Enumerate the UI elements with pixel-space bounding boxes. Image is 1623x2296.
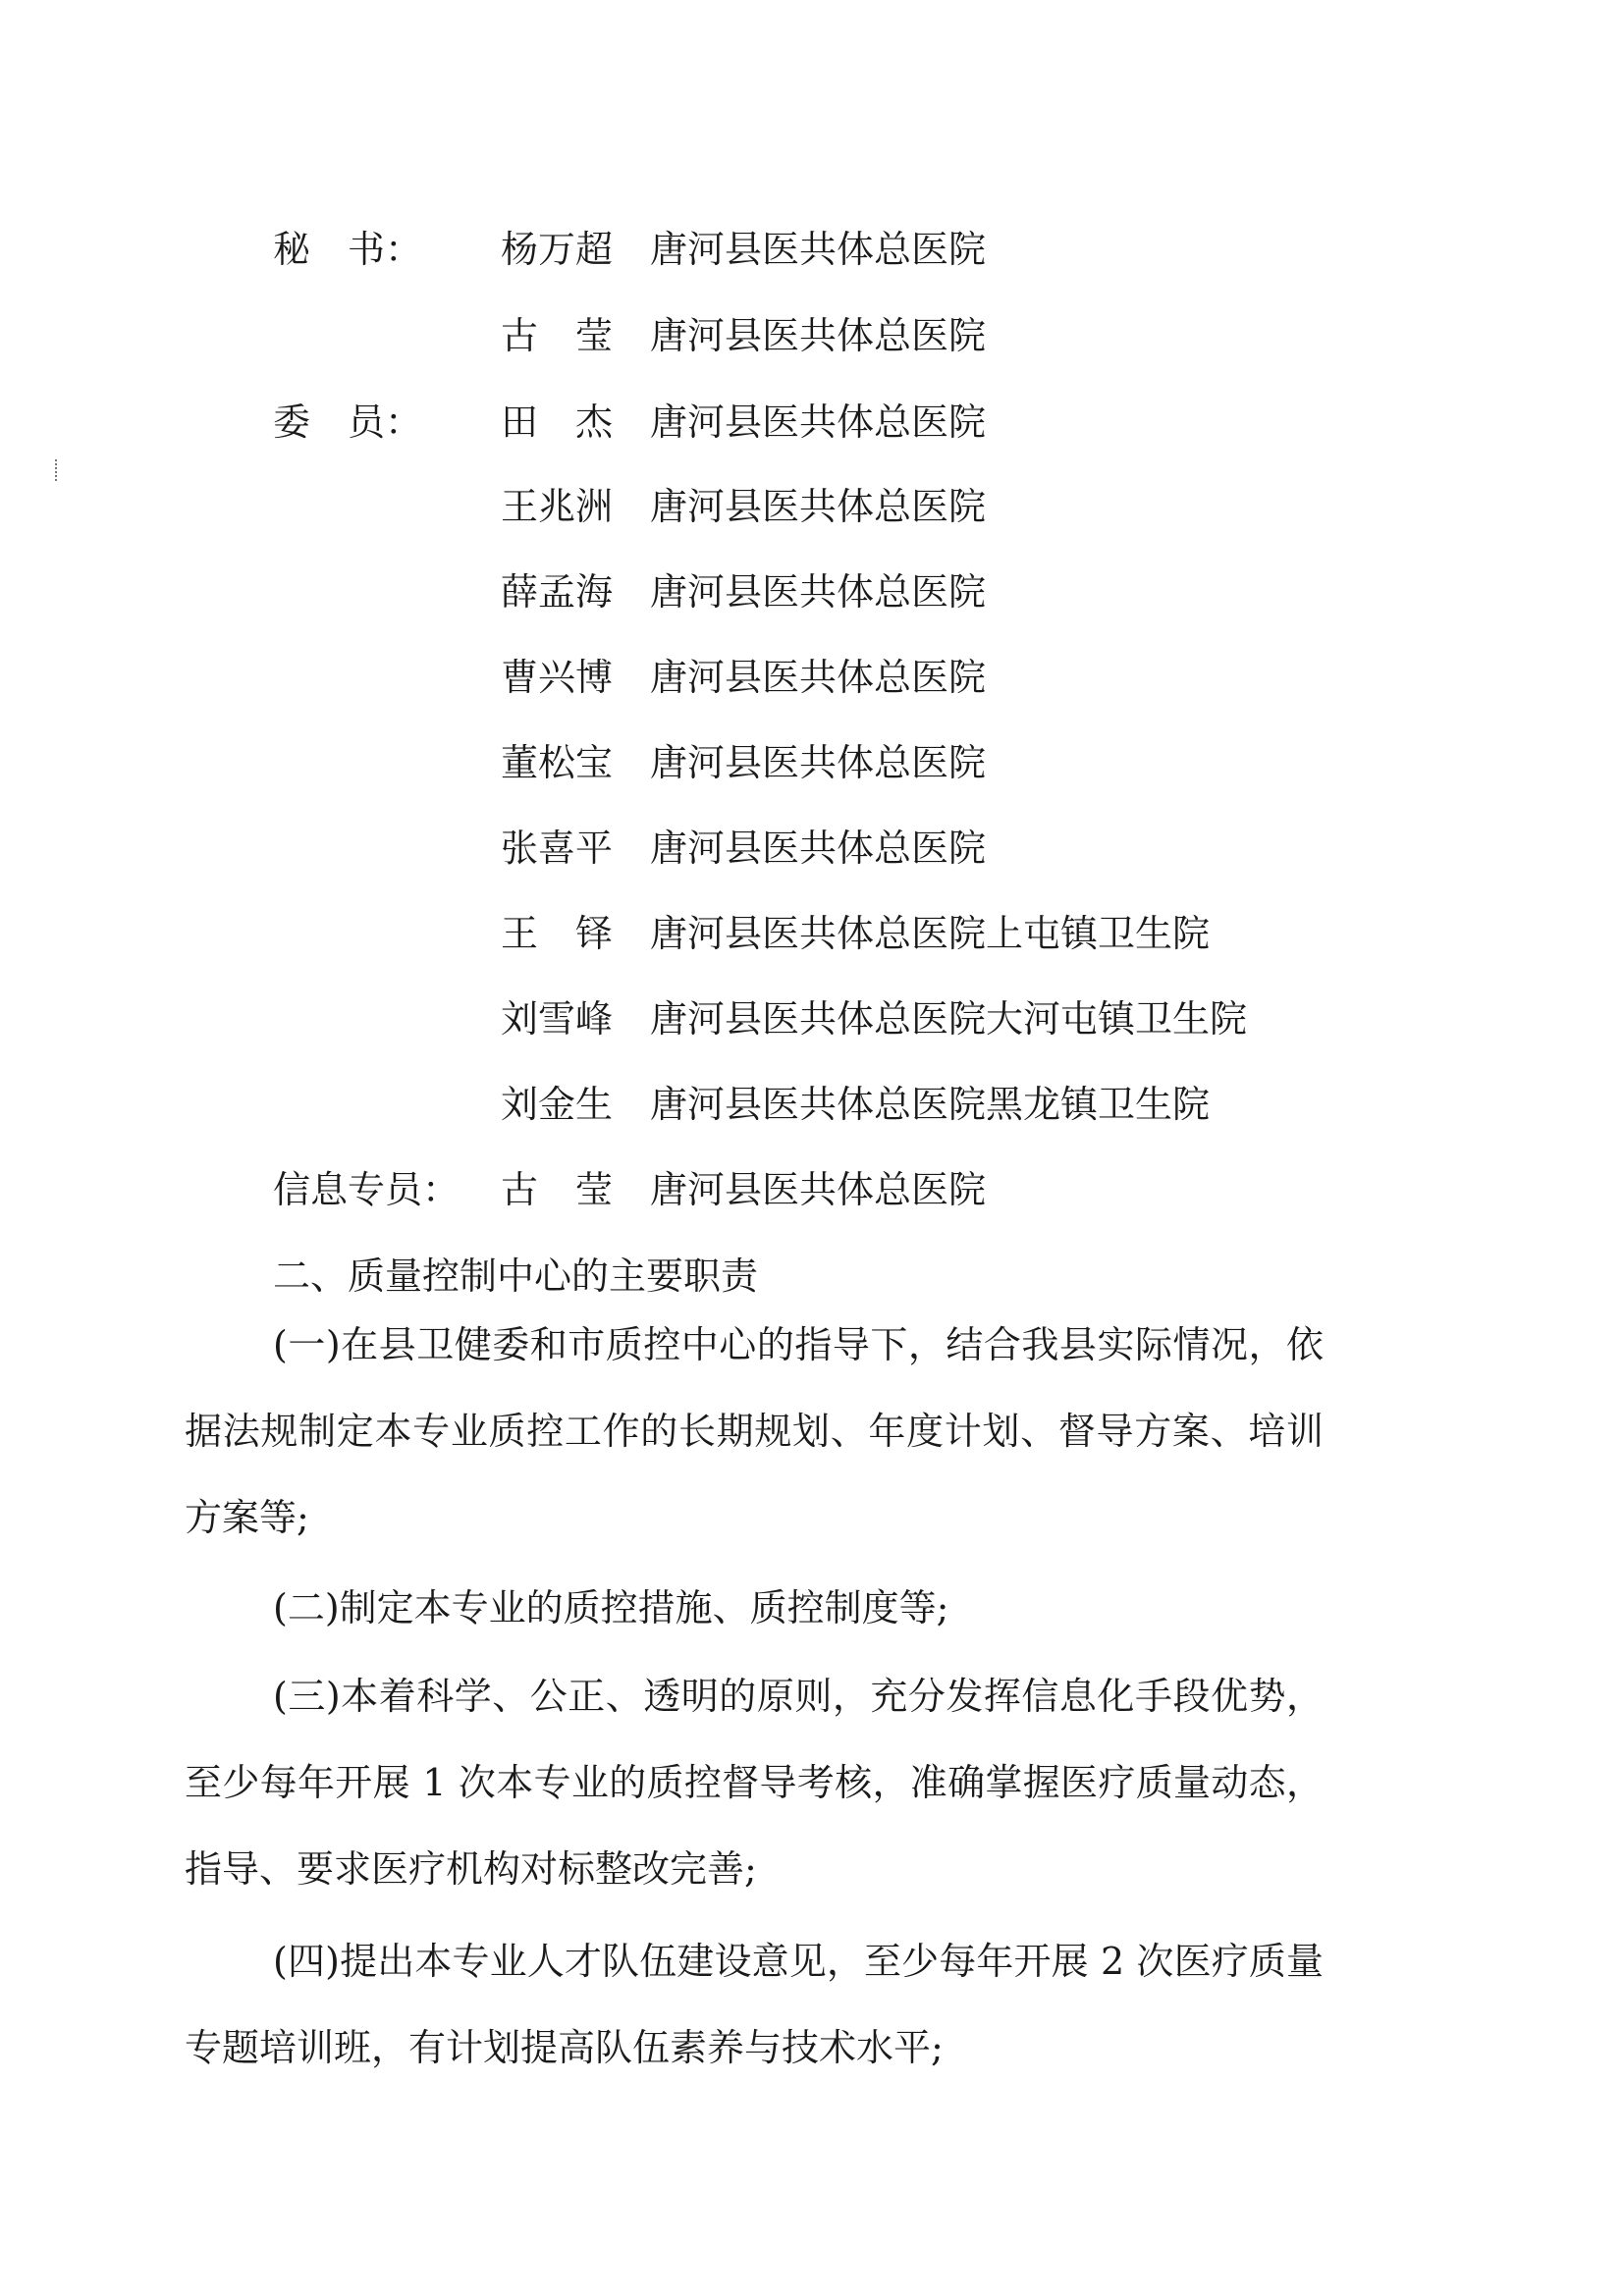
roster-role: 信息专员：: [273, 1168, 460, 1211]
scan-margin-mark: [55, 459, 60, 481]
roster-name: 刘金生: [501, 1083, 614, 1126]
roster-org: 唐河县医共体总医院: [650, 1168, 987, 1211]
roster-org: 唐河县医共体总医院: [650, 228, 987, 271]
roster-org: 唐河县医共体总医院: [650, 827, 987, 870]
roster-org: 唐河县医共体总医院: [650, 570, 987, 614]
roster-org: 唐河县医共体总医院: [650, 741, 987, 784]
roster-org: 唐河县医共体总医院: [650, 314, 987, 357]
roster-name: 古 莹: [501, 1168, 614, 1211]
duty-paragraph: (二)制定本专业的质控措施、质控制度等;: [273, 1586, 949, 1629]
duty-paragraph: (四)提出本专业人才队伍建设意见，至少每年开展 2 次医疗质量专题培训班，有计划提高队伍素养与技术水平;: [185, 1940, 1324, 2069]
roster-org: 唐河县医共体总医院大河屯镇卫生院: [650, 997, 1248, 1041]
roster-role: 秘 书：: [273, 228, 423, 271]
roster-org: 唐河县医共体总医院: [650, 485, 987, 528]
roster-name: 田 杰: [501, 400, 614, 444]
roster-org: 唐河县医共体总医院黑龙镇卫生院: [650, 1083, 1211, 1126]
roster-name: 曹兴博: [501, 656, 614, 699]
duty-paragraph: (三)本着科学、公正、透明的原则，充分发挥信息化手段优势，至少每年开展 1 次本专业的质控督导考核，准确掌握医疗质量动态，指导、要求医疗机构对标整改完善;: [185, 1675, 1324, 1891]
roster-name: 薛孟海: [501, 570, 614, 614]
roster-name: 王 铎: [501, 912, 614, 955]
roster-role: 委 员：: [273, 400, 423, 444]
roster-name: 古 莹: [501, 314, 614, 357]
section-heading: 二、质量控制中心的主要职责: [273, 1255, 759, 1298]
duty-paragraph: (一)在县卫健委和市质控中心的指导下，结合我县实际情况，依据法规制定本专业质控工作的长期规划、年度计划、督导方案、培训方案等;: [185, 1323, 1324, 1539]
roster-org: 唐河县医共体总医院上屯镇卫生院: [650, 912, 1211, 955]
roster-name: 董松宝: [501, 741, 614, 784]
roster-org: 唐河县医共体总医院: [650, 400, 987, 444]
roster-org: 唐河县医共体总医院: [650, 656, 987, 699]
roster-name: 张喜平: [501, 827, 614, 870]
roster-name: 刘雪峰: [501, 997, 614, 1041]
roster-name: 杨万超: [501, 228, 614, 271]
roster-name: 王兆洲: [501, 485, 614, 528]
